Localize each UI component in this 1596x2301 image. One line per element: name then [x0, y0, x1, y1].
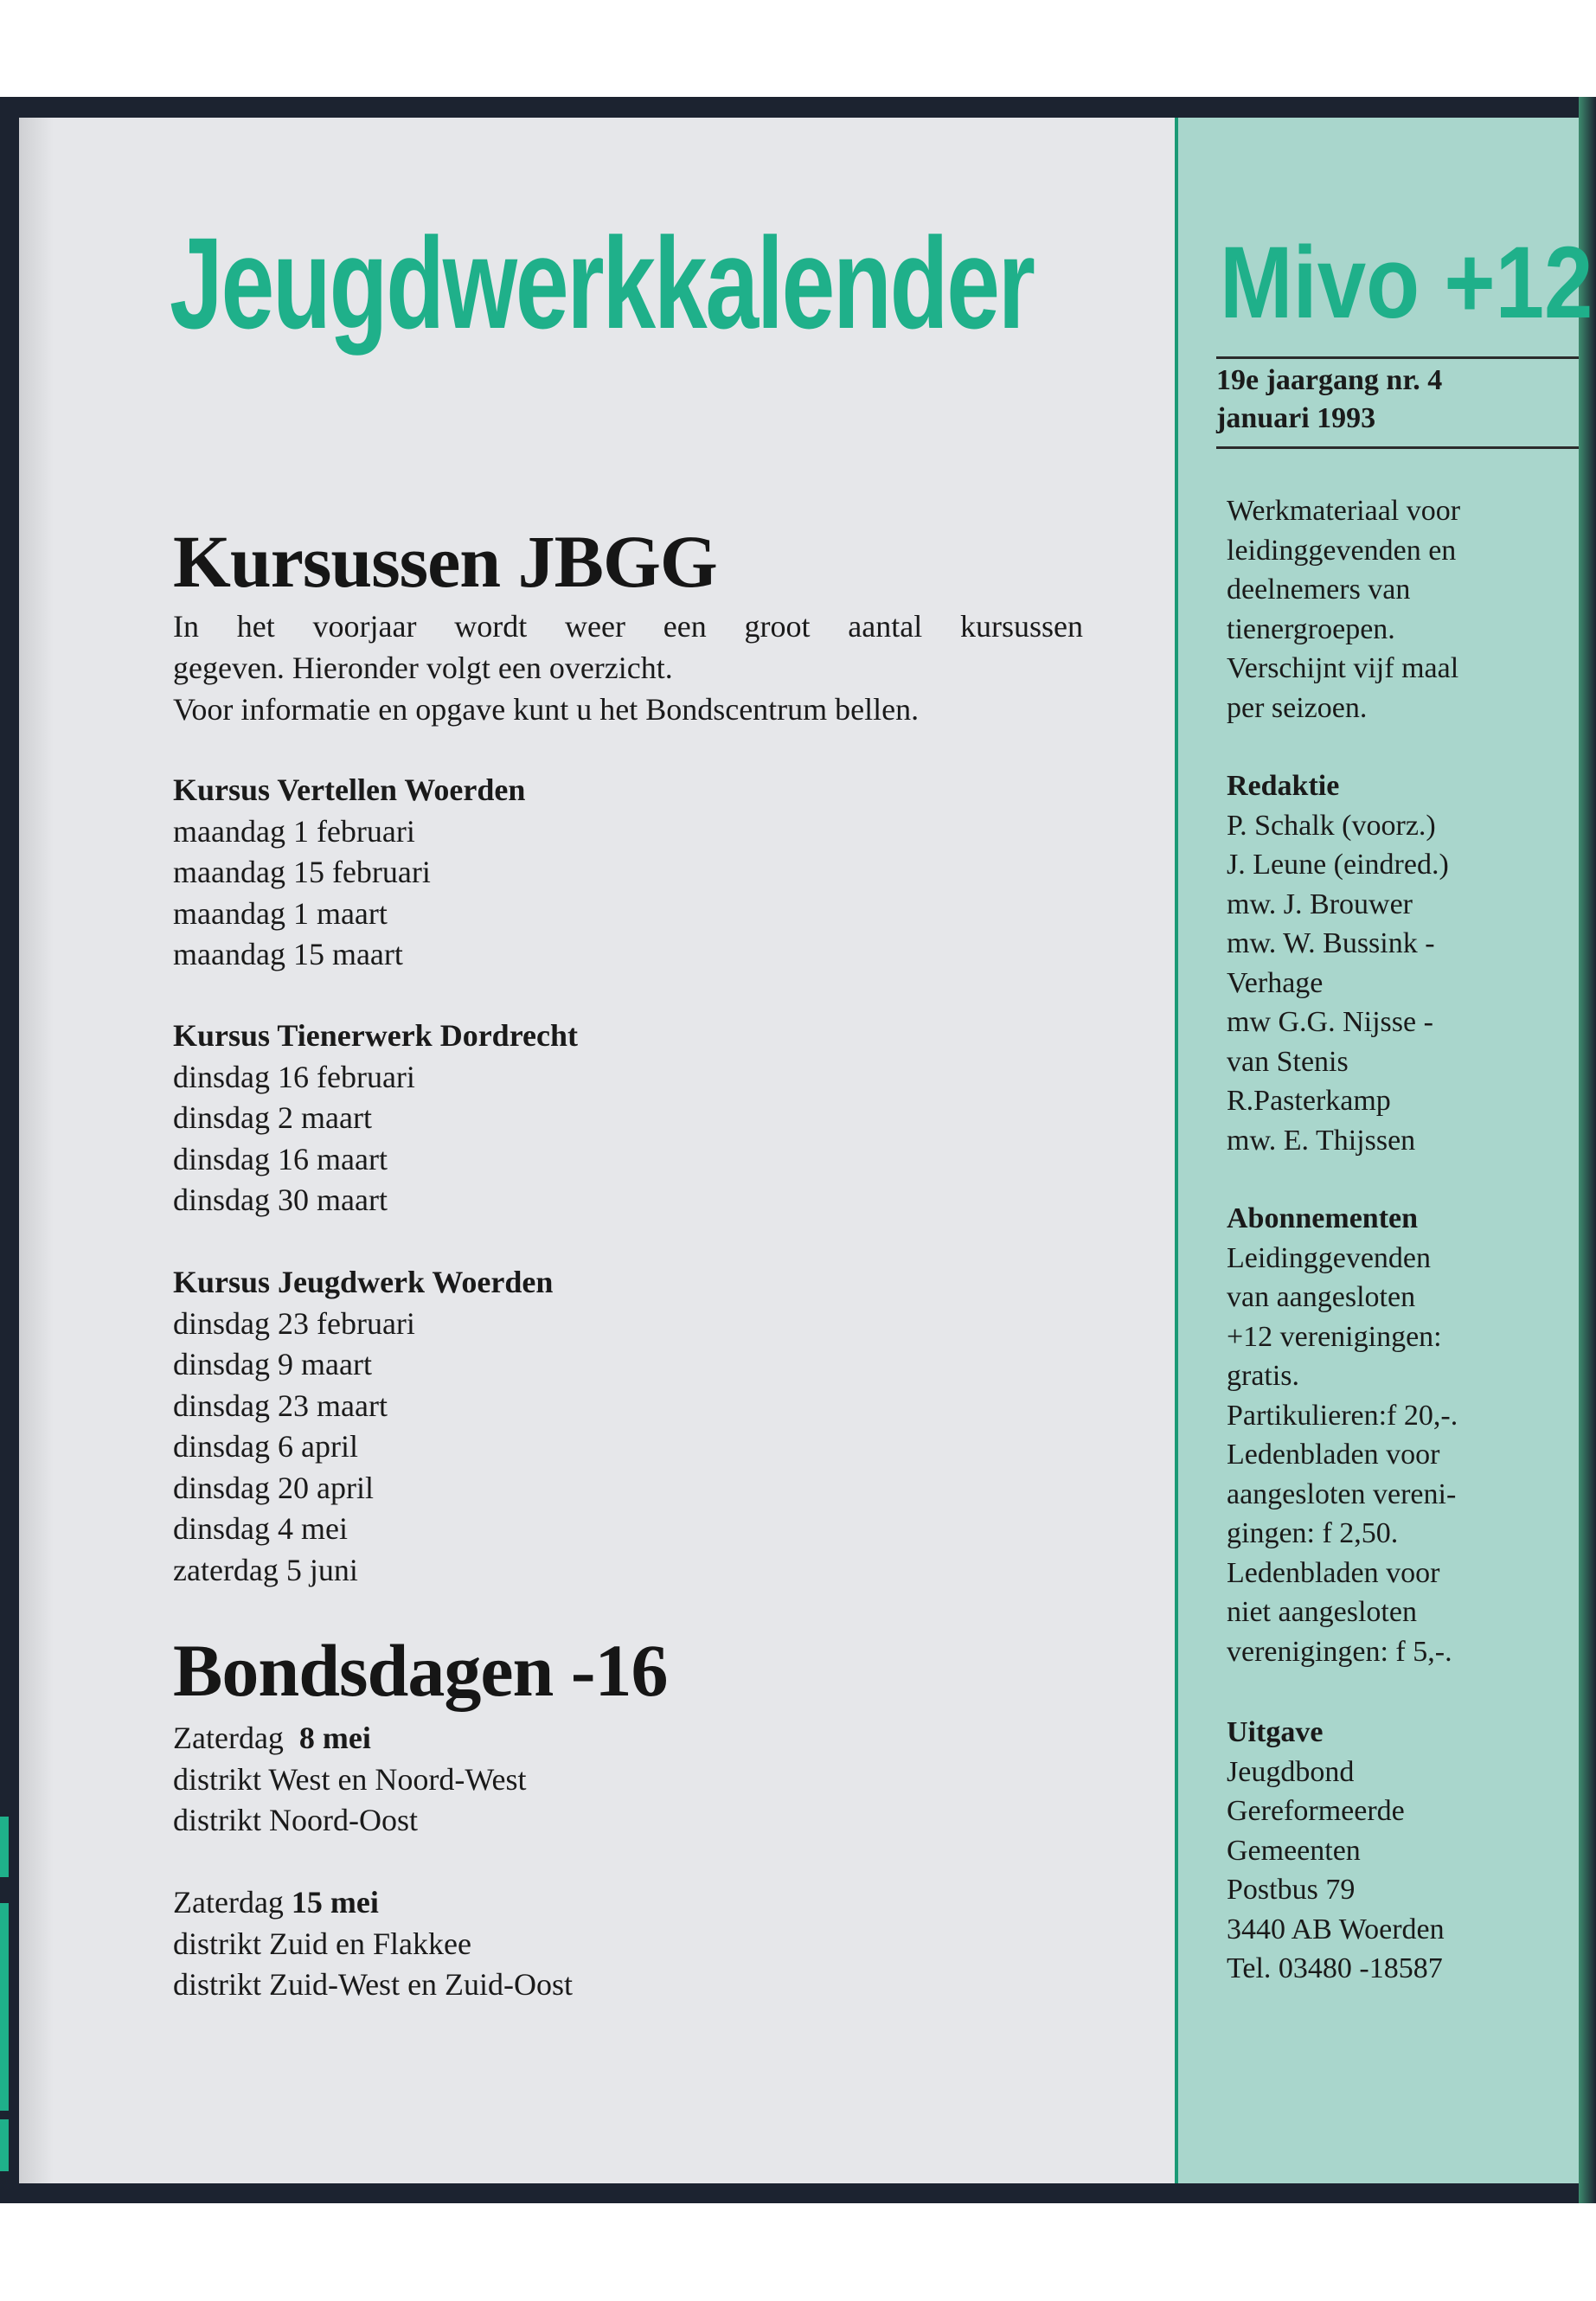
event-district: distrikt Zuid en Flakkee [173, 1926, 471, 1961]
course-title: Kursus Jeugdwerk Woerden [173, 1265, 554, 1299]
abonnementen-line: niet aangesloten [1227, 1596, 1417, 1628]
course-date: zaterdag 5 juni [173, 1552, 358, 1587]
course-date: dinsdag 20 april [173, 1470, 374, 1505]
description-line: Verschijnt vijf maal [1227, 652, 1459, 684]
intro-line: In het voorjaar wordt weer een groot aantal kursussen [173, 609, 1083, 644]
event-day: Zaterdag [173, 1885, 284, 1920]
page-binding [1579, 97, 1596, 2203]
event-day: Zaterdag [173, 1721, 284, 1755]
event-heading [173, 1718, 526, 1759]
redaktie-line: P. Schalk (voorz.) [1227, 809, 1436, 842]
course-date: dinsdag 16 februari [173, 1059, 415, 1094]
course-date: dinsdag 16 maart [173, 1141, 388, 1176]
bondsdagen-title: Bondsdagen -16 [173, 1629, 668, 1712]
abonnementen-line: gratis. [1227, 1360, 1300, 1392]
page-edge-green-mark [0, 1903, 9, 2111]
course-date: maandag 15 maart [173, 937, 403, 971]
redaktie-line: Verhage [1227, 966, 1324, 999]
uitgave-line: Jeugdbond [1227, 1755, 1355, 1788]
event-district: distrikt Noord-Oost [173, 1803, 418, 1837]
description-line: per seizoen. [1227, 691, 1368, 724]
issue-date: januari 1993 [1216, 402, 1376, 434]
uitgave-line: 3440 AB Woerden [1227, 1913, 1445, 1945]
abonnementen-line: +12 verenigingen: [1227, 1320, 1442, 1353]
issue-rule-top [1216, 356, 1579, 359]
event-date: 8 mei [298, 1721, 371, 1755]
description-line: tienergroepen. [1227, 612, 1395, 645]
sidebar-uitgave [1227, 1713, 1445, 1989]
abonnementen-line: verenigingen: f 5,-. [1227, 1635, 1452, 1668]
event-block [173, 1718, 526, 1842]
event-district: distrikt Zuid-West en Zuid-Oost [173, 1967, 574, 2002]
redaktie-title: Redaktie [1227, 770, 1340, 802]
redaktie-line: mw. E. Thijssen [1227, 1124, 1416, 1157]
intro-line: Voor informatie en opgave kunt u het Bondscentrum bellen. [173, 692, 920, 727]
redaktie-line: J. Leune (eindred.) [1227, 849, 1449, 881]
course-date: dinsdag 30 maart [173, 1183, 388, 1217]
kursussen-title: Kursussen JBGG [173, 520, 717, 603]
course-date: dinsdag 6 april [173, 1429, 358, 1464]
page-edge-green-mark [0, 2119, 9, 2171]
uitgave-line: Gereformeerde [1227, 1795, 1405, 1827]
uitgave-line: Gemeenten [1227, 1834, 1361, 1867]
issue-volume: 19e jaargang nr. 4 [1216, 364, 1443, 396]
abonnementen-line: aangesloten vereni- [1227, 1477, 1457, 1510]
abonnementen-line: gingen: f 2,50. [1227, 1517, 1399, 1549]
course-date: dinsdag 2 maart [173, 1100, 372, 1135]
abonnementen-line: Ledenbladen voor [1227, 1439, 1440, 1471]
uitgave-line: Postbus 79 [1227, 1874, 1356, 1906]
redaktie-line: mw. J. Brouwer [1227, 888, 1413, 920]
course-date: dinsdag 23 maart [173, 1388, 388, 1423]
masthead-title: Jeugdwerkkalender [170, 210, 1034, 356]
sidebar-abonnementen [1227, 1199, 1458, 1671]
redaktie-line: mw. W. Bussink - [1227, 927, 1435, 959]
course-date: maandag 1 februari [173, 813, 415, 849]
course-date: maandag 1 maart [173, 895, 388, 931]
redaktie-line: van Stenis [1227, 1045, 1349, 1078]
event-block [173, 1882, 573, 2006]
event-district: distrikt West en Noord-West [173, 1761, 527, 1797]
issue-rule-bottom [1216, 446, 1579, 449]
description-line: deelnemers van [1227, 574, 1411, 606]
course-block [173, 770, 525, 976]
course-date: dinsdag 23 februari [173, 1305, 415, 1341]
course-title: Kursus Vertellen Woerden [173, 772, 526, 807]
redaktie-line: mw G.G. Nijsse - [1227, 1006, 1433, 1038]
sidebar-redaktie [1227, 766, 1449, 1160]
redaktie-line: R.Pasterkamp [1227, 1085, 1391, 1117]
issue-info [1216, 362, 1442, 438]
course-date: dinsdag 4 mei [173, 1511, 348, 1546]
abonnementen-line: Partikulieren:f 20,-. [1227, 1399, 1458, 1432]
abonnementen-line: Leidinggevenden [1227, 1241, 1432, 1274]
description-line: leidinggevenden en [1227, 534, 1457, 567]
abonnementen-line: Ledenbladen voor [1227, 1556, 1440, 1589]
course-block [173, 1016, 578, 1221]
course-block [173, 1262, 553, 1591]
magazine-logo: Mivo +12 [1220, 226, 1593, 340]
abonnementen-line: van aangesloten [1227, 1281, 1416, 1313]
sidebar-description [1227, 491, 1460, 727]
kursussen-intro [173, 606, 1083, 730]
page-edge-shadow [19, 118, 54, 2183]
abonnementen-title: Abonnementen [1227, 1202, 1419, 1234]
course-title: Kursus Tienerwerk Dordrecht [173, 1018, 578, 1053]
description-line: Werkmateriaal voor [1227, 495, 1461, 527]
uitgave-line: Tel. 03480 -18587 [1227, 1952, 1443, 1984]
course-date: maandag 15 februari [173, 855, 431, 889]
page-edge-green-mark [0, 1817, 9, 1877]
event-date: 15 mei [291, 1885, 379, 1920]
event-heading [173, 1882, 573, 1924]
course-date: dinsdag 9 maart [173, 1347, 372, 1381]
intro-line: gegeven. Hieronder volgt een overzicht. [173, 651, 673, 685]
uitgave-title: Uitgave [1227, 1716, 1324, 1748]
